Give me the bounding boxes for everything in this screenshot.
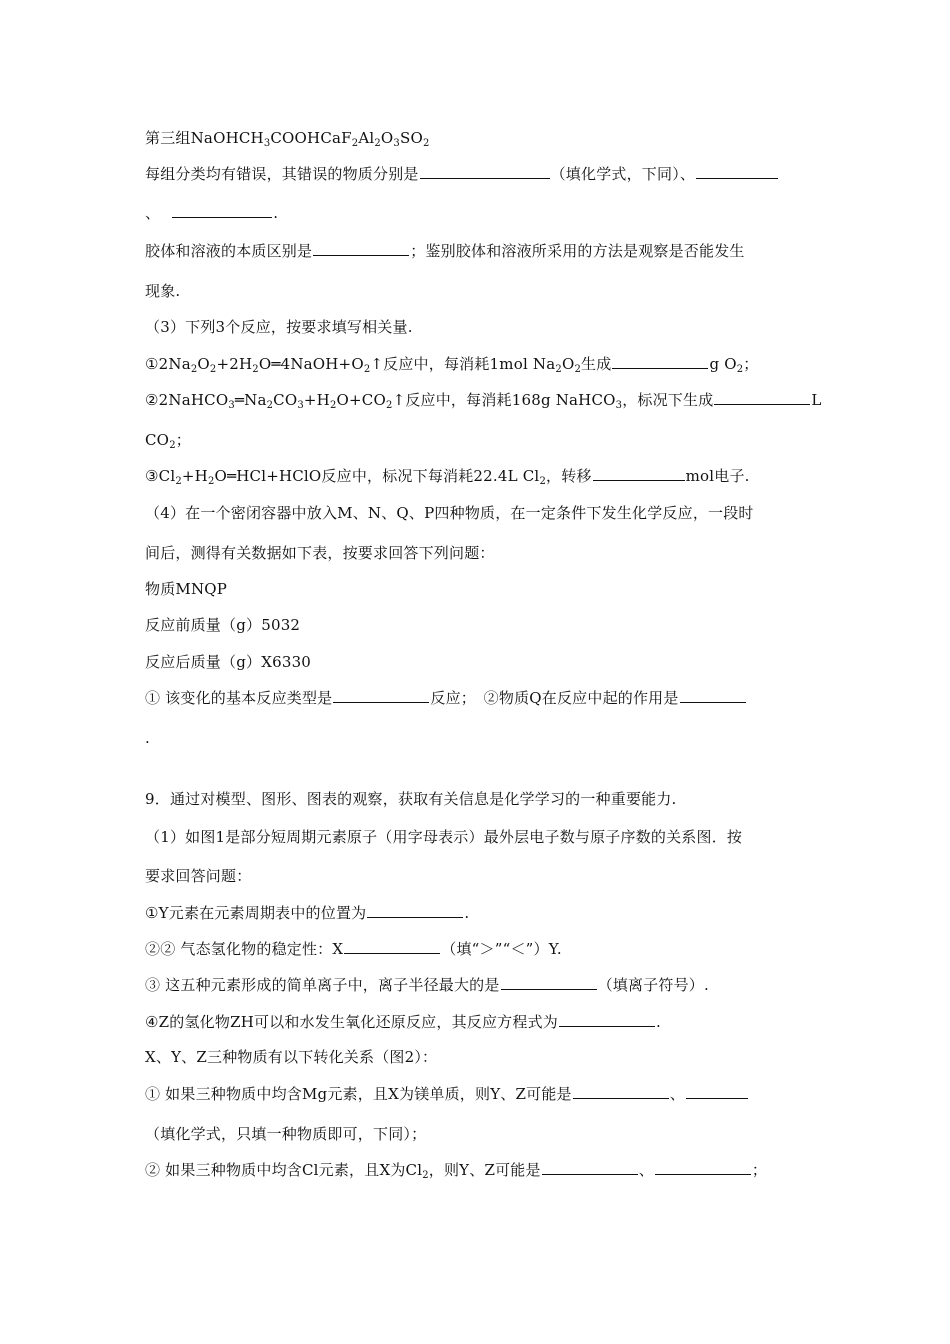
text: （1）如图1是部分短周期元素原子（用字母表示）最外层电子数与原子序数的关系图．按 bbox=[145, 828, 743, 846]
answer-blank[interactable] bbox=[714, 390, 810, 405]
text-line bbox=[145, 1124, 426, 1144]
text-line bbox=[145, 939, 562, 959]
text: （填化学式，只填一种物质即可，下同）； bbox=[145, 1125, 427, 1143]
text: L bbox=[811, 391, 822, 409]
text: g $O_2$； bbox=[709, 355, 759, 375]
text-line bbox=[145, 903, 469, 923]
text: 现象. bbox=[145, 282, 181, 300]
text: $①2Na_2O_2+2H_2O═4NaOH+O_2↑$反应中，每消耗1mol $Na_2O_2$生成 bbox=[145, 355, 612, 375]
answer-blank[interactable] bbox=[686, 1084, 748, 1099]
text-line bbox=[145, 128, 430, 148]
text-line bbox=[145, 728, 150, 748]
text: （填离子符号）. bbox=[597, 976, 709, 994]
text-line bbox=[145, 1012, 661, 1032]
text: ① 如果三种物质中均含Mg元素，且X为镁单质，则Y、Z可能是 bbox=[145, 1085, 572, 1103]
text: 要求回答问题： bbox=[145, 867, 252, 885]
answer-blank[interactable] bbox=[696, 164, 778, 179]
text: ③ 这五种元素形成的简单离子中，离子半径最大的是 bbox=[145, 976, 500, 994]
text: . bbox=[464, 904, 470, 922]
text: ②② 气态氢化物的稳定性：X bbox=[145, 940, 344, 958]
text: （填化学式，下同）、 bbox=[550, 165, 696, 183]
text: 物质MNQP bbox=[145, 580, 228, 598]
text-line bbox=[145, 827, 742, 847]
text: 第三组$NaOHCH_3COOHCaF_2Al_2O_3SO_2$ bbox=[145, 129, 430, 149]
text: 胶体和溶液的本质区别是 bbox=[145, 242, 313, 260]
text: $③Cl_2+H_2O═HCl+HClO$反应中，标况下每消耗22.4L $Cl_2$，转移 bbox=[145, 467, 592, 487]
text-line bbox=[145, 543, 495, 563]
text: ① 该变化的基本反应类型是 bbox=[145, 689, 333, 707]
text-line bbox=[145, 615, 300, 635]
text: ④Z的氢化物ZH可以和水发生氧化还原反应，其反应方程式为 bbox=[145, 1013, 558, 1031]
text-line bbox=[145, 1047, 437, 1067]
text: 反应前质量（g）5032 bbox=[145, 616, 301, 634]
answer-blank[interactable] bbox=[655, 1160, 751, 1175]
text-line bbox=[145, 652, 311, 672]
text-line bbox=[145, 281, 180, 301]
text: （4）在一个密闭容器中放入M、N、Q、P四种物质，在一定条件下发生化学反应，一段时 bbox=[145, 504, 754, 522]
answer-blank[interactable] bbox=[333, 688, 429, 703]
answer-blank[interactable] bbox=[612, 354, 708, 369]
answer-blank[interactable] bbox=[593, 466, 685, 481]
answer-blank[interactable] bbox=[313, 241, 409, 256]
answer-blank[interactable] bbox=[559, 1012, 655, 1027]
text-line bbox=[145, 354, 758, 374]
answer-blank[interactable] bbox=[680, 688, 746, 703]
text: 、 bbox=[145, 204, 161, 222]
text-line bbox=[145, 1160, 767, 1180]
answer-blank[interactable] bbox=[344, 939, 440, 954]
text-line bbox=[145, 688, 747, 708]
text-line bbox=[145, 241, 745, 261]
text: $CO_2$； bbox=[145, 431, 191, 451]
text: 反应； ②物质Q在反应中起的作用是 bbox=[430, 689, 679, 707]
answer-blank[interactable] bbox=[542, 1160, 638, 1175]
text: 每组分类均有错误，其错误的物质分别是 bbox=[145, 165, 419, 183]
text-line bbox=[145, 503, 754, 523]
text: . bbox=[145, 729, 150, 747]
text: ； bbox=[751, 1161, 768, 1179]
text: （填“＞”“＜”）Y. bbox=[441, 940, 562, 958]
question-title bbox=[145, 789, 677, 809]
text: . bbox=[273, 204, 279, 222]
text-line bbox=[145, 1084, 749, 1104]
answer-blank[interactable] bbox=[573, 1084, 669, 1099]
text-line bbox=[145, 579, 227, 599]
text-line bbox=[145, 430, 191, 450]
text-line bbox=[145, 317, 413, 337]
answer-blank[interactable] bbox=[367, 903, 463, 918]
text: 反应后质量（g）X6330 bbox=[145, 653, 312, 671]
text: ①Y元素在元素周期表中的位置为 bbox=[145, 904, 367, 922]
text-line bbox=[145, 164, 779, 184]
text: 间后，测得有关数据如下表，按要求回答下列问题： bbox=[145, 544, 495, 562]
text-line bbox=[145, 203, 278, 223]
text: mol电子. bbox=[685, 467, 750, 485]
text: ② 如果三种物质中均含Cl元素，且X为$Cl_2$，则Y、Z可能是 bbox=[145, 1161, 541, 1181]
answer-blank[interactable] bbox=[172, 203, 272, 218]
answer-blank[interactable] bbox=[420, 164, 550, 179]
text-line bbox=[145, 975, 709, 995]
answer-blank[interactable] bbox=[501, 975, 597, 990]
text-line bbox=[145, 866, 251, 886]
text: 、 bbox=[669, 1085, 685, 1103]
text: （3）下列3个反应，按要求填写相关量. bbox=[145, 318, 413, 336]
text: $②2NaHCO_3═Na_2CO_3+H_2O+CO_2↑$反应中，每消耗168g NaHCO$_3$，标况下生成 bbox=[145, 391, 714, 411]
text-line bbox=[145, 390, 822, 410]
text: 9．通过对模型、图形、图表的观察，获取有关信息是化学学习的一种重要能力. bbox=[145, 790, 677, 808]
text: X、Y、Z三种物质有以下转化关系（图2）： bbox=[145, 1048, 438, 1066]
text: 、 bbox=[638, 1161, 654, 1179]
text: . bbox=[655, 1013, 661, 1031]
text-line bbox=[145, 466, 750, 486]
text: ；鉴别胶体和溶液所采用的方法是观察是否能发生 bbox=[410, 242, 745, 260]
